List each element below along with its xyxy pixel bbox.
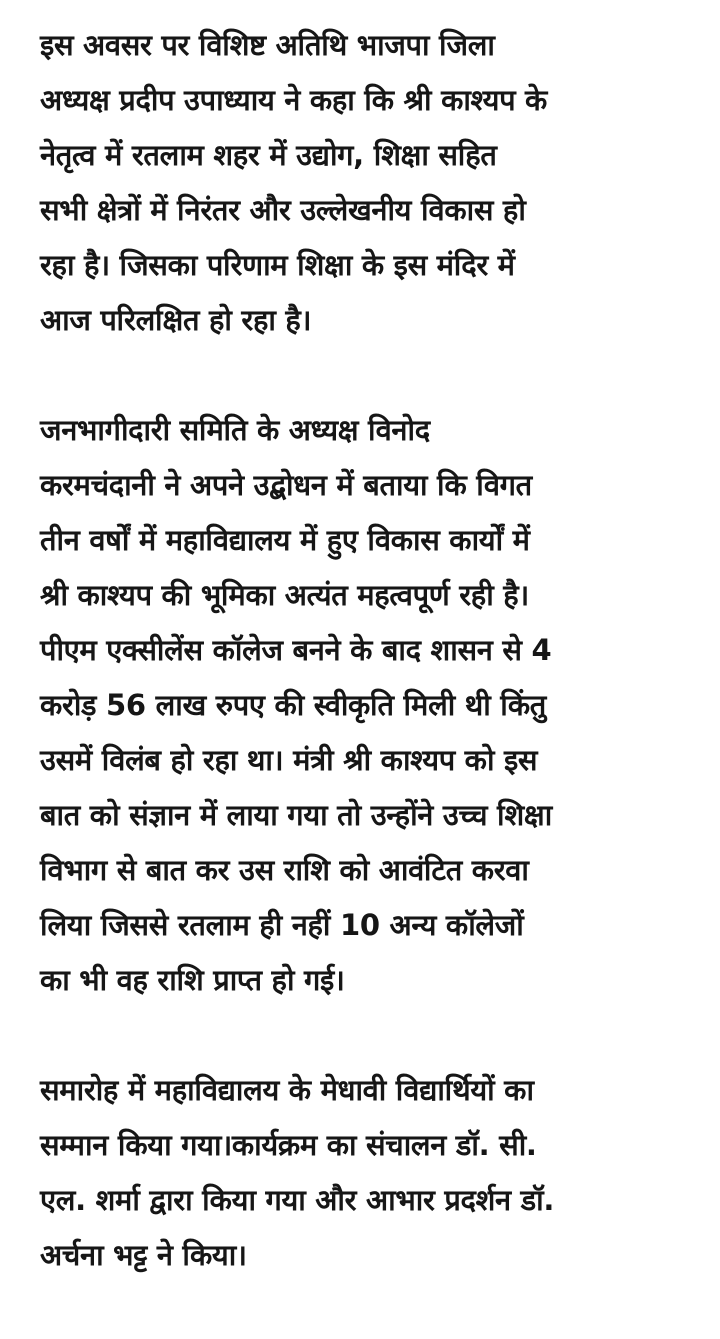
- text-line: बात को संज्ञान में लाया गया तो उन्होंने उच्च शिक्षा: [40, 798, 552, 832]
- text-line: जनभागीदारी समिति के अध्यक्ष विनोद: [40, 413, 430, 447]
- text-line: उसमें विलंब हो रहा था। मंत्री श्री काश्यप को इस: [40, 743, 538, 777]
- text-line: अर्चना भट्ट ने किया।: [40, 1238, 247, 1272]
- text-line: करोड़ 56 लाख रुपए की स्वीकृति मिली थी किंतु: [40, 688, 547, 722]
- article-body: [40, 18, 700, 1338]
- text-line: सभी क्षेत्रों में निरंतर और उल्लेखनीय विकास हो: [40, 193, 526, 227]
- text-line: समारोह में महाविद्यालय के मेधावी विद्यार्थियों का: [40, 1073, 534, 1107]
- text-line: इस अवसर पर विशिष्ट अतिथि भाजपा जिला: [40, 28, 495, 62]
- text-line: रहा है। जिसका परिणाम शिक्षा के इस मंदिर में: [40, 248, 515, 282]
- paragraph-1: [40, 18, 700, 348]
- text-line: अध्यक्ष प्रदीप उपाध्याय ने कहा कि श्री काश्यप के: [40, 83, 548, 117]
- text-line: नेतृत्व में रतलाम शहर में उद्योग, शिक्षा सहित: [40, 138, 497, 172]
- text-line: विभाग से बात कर उस राशि को आवंटित करवा: [40, 853, 529, 887]
- text-line: पीएम एक्सीलेंस कॉलेज बनने के बाद शासन से 4: [40, 633, 552, 667]
- paragraph-3: [40, 1063, 700, 1283]
- text-line: श्री काश्यप की भूमिका अत्यंत महत्वपूर्ण रही है।: [40, 578, 529, 612]
- paragraph-2: [40, 403, 700, 1008]
- text-line: लिया जिससे रतलाम ही नहीं 10 अन्य कॉलेजों: [40, 908, 524, 942]
- text-line: एल. शर्मा द्वारा किया गया और आभार प्रदर्शन डॉ.: [40, 1183, 555, 1217]
- text-line: करमचंदानी ने अपने उद्बोधन में बताया कि विगत: [40, 468, 532, 502]
- text-line: तीन वर्षों में महाविद्यालय में हुए विकास कार्यों में: [40, 523, 530, 557]
- text-line: आज परिलक्षित हो रहा है।: [40, 303, 312, 337]
- text-line: सम्मान किया गया।कार्यक्रम का संचालन डॉ. सी.: [40, 1128, 537, 1162]
- text-line: का भी वह राशि प्राप्त हो गई।: [40, 963, 345, 997]
